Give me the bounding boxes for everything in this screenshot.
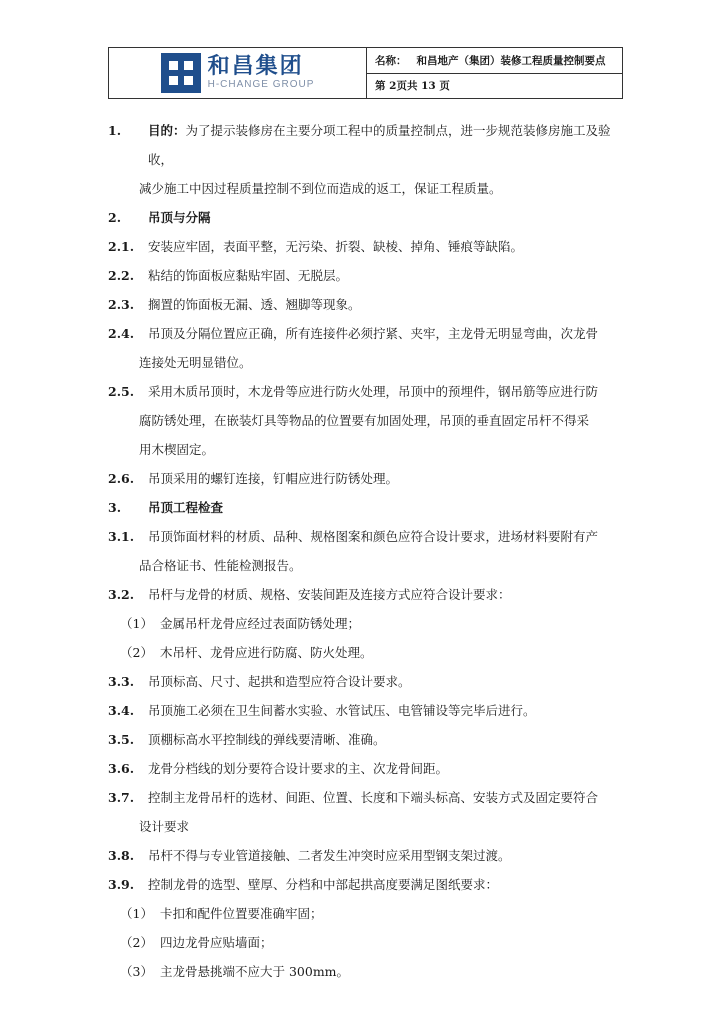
- document-header: [108, 47, 623, 99]
- item-text: 吊杆与龙骨的材质、规格、安装间距及连接方式应符合设计要求：: [148, 587, 511, 602]
- logo-chinese-name: 和昌集团: [207, 54, 304, 79]
- list-item: [108, 667, 628, 696]
- item-number: 3.: [108, 500, 122, 515]
- list-item: [108, 580, 628, 609]
- item-text: 控制龙骨的选型、壁厚、分档和中部起拱高度要满足图纸要求：: [148, 877, 499, 892]
- item-text: 吊顶及分隔位置应正确，所有连接件必须拧紧、夹牢，主龙骨无明显弯曲，次龙骨: [148, 326, 599, 341]
- item-number: 1.: [108, 123, 122, 138]
- sub-item-text: 卡扣和配件位置要准确牢固；: [160, 906, 323, 921]
- item-text: 采用木质吊顶时，木龙骨等应进行防火处理，吊顶中的预埋件，钢吊筋等应进行防: [148, 384, 599, 399]
- item-text: 顶棚标高水平控制线的弹线要清晰、准确。: [148, 732, 386, 747]
- list-item: [108, 377, 628, 406]
- page-info: 第 2页共 13 页: [375, 80, 450, 93]
- sub-list-item: [108, 609, 628, 638]
- document-name-value: 和昌地产（集团）装修工程质量控制要点: [416, 54, 606, 67]
- item-number: 2.1.: [108, 239, 135, 254]
- sub-list-item: [108, 957, 628, 986]
- document-name-row: [367, 48, 622, 73]
- item-text-continuation: 设计要求: [139, 819, 190, 834]
- item-number: 3.2.: [108, 587, 135, 602]
- sub-item-number: （1）: [120, 616, 153, 631]
- list-item: [108, 522, 628, 551]
- item-number: 2.5.: [108, 384, 135, 399]
- sub-item-number: （3）: [120, 964, 153, 979]
- item-text-continuation: 减少施工中因过程质量控制不到位而造成的返工，保证工程质量。: [139, 181, 502, 196]
- page-info-row: [367, 73, 622, 99]
- list-item: [108, 783, 628, 812]
- sub-item-text: 木吊杆、龙骨应进行防腐、防火处理。: [160, 645, 373, 660]
- item-text: 吊顶施工必须在卫生间蓄水实验、水管试压、电管铺设等完毕后进行。: [148, 703, 536, 718]
- item-text: 吊杆不得与专业管道接触、二者发生冲突时应采用型钢支架过渡。: [148, 848, 511, 863]
- item-text-continuation: 腐防锈处理，在嵌装灯具等物品的位置要有加固处理，吊顶的垂直固定吊杆不得采: [139, 413, 590, 428]
- section-heading: [108, 493, 628, 522]
- item-text: 为了提示装修房在主要分项工程中的质量控制点，进一步规范装修房施工及验收，: [148, 123, 611, 167]
- list-item: [108, 841, 628, 870]
- item-number: 2.4.: [108, 326, 135, 341]
- item-number: 2.: [108, 210, 122, 225]
- section-title: 吊顶与分隔: [148, 210, 211, 225]
- sub-list-item: [108, 928, 628, 957]
- list-item: [108, 725, 628, 754]
- logo-english-name: H-CHANGE GROUP: [207, 79, 315, 90]
- list-item: [108, 261, 628, 290]
- item-number: 2.6.: [108, 471, 135, 486]
- section-title: 吊顶工程检查: [148, 500, 224, 515]
- sub-list-item: [108, 899, 628, 928]
- sub-item-number: （2）: [120, 645, 153, 660]
- item-number: 3.8.: [108, 848, 135, 863]
- sub-item-text: 金属吊杆龙骨应经过表面防锈处理；: [160, 616, 361, 631]
- item-number: 3.7.: [108, 790, 135, 805]
- item-text: 安装应牢固，表面平整，无污染、折裂、缺棱、掉角、锤痕等缺陷。: [148, 239, 524, 254]
- item-text-continuation: 用木楔固定。: [139, 442, 215, 457]
- item-text: 龙骨分档线的划分要符合设计要求的主、次龙骨间距。: [148, 761, 449, 776]
- item-text: 吊顶饰面材料的材质、品种、规格图案和颜色应符合设计要求，进场材料要附有产: [148, 529, 599, 544]
- list-item: [108, 319, 628, 348]
- list-item: [108, 232, 628, 261]
- item-text-continuation: 品合格证书、性能检测报告。: [139, 558, 302, 573]
- item-number: 3.3.: [108, 674, 135, 689]
- item-number: 3.9.: [108, 877, 135, 892]
- item-text: 粘结的饰面板应黏贴牢固、无脱层。: [148, 268, 349, 283]
- item-number: 2.3.: [108, 297, 135, 312]
- item-text-continuation: 连接处无明显错位。: [139, 355, 252, 370]
- sub-list-item: [108, 638, 628, 667]
- header-info: [367, 48, 622, 98]
- document-name-label: 名称：: [375, 54, 407, 67]
- item-number: 3.4.: [108, 703, 135, 718]
- sub-item-number: （2）: [120, 935, 153, 950]
- item-number: 3.6.: [108, 761, 135, 776]
- sub-item-number: （1）: [120, 906, 153, 921]
- item-text: 吊顶采用的螺钉连接，钉帽应进行防锈处理。: [148, 471, 399, 486]
- section-heading: [108, 116, 628, 174]
- item-number: 3.5.: [108, 732, 135, 747]
- item-text: 控制主龙骨吊杆的选材、间距、位置、长度和下端头标高、安装方式及固定要符合: [148, 790, 599, 805]
- section-heading: [108, 203, 628, 232]
- logo-grid-icon: [161, 53, 201, 93]
- sub-item-text: 主龙骨悬挑端不应大于 300mm。: [160, 964, 350, 979]
- list-item: [108, 464, 628, 493]
- item-number: 3.1.: [108, 529, 135, 544]
- company-logo: [161, 53, 315, 93]
- list-item: [108, 870, 628, 899]
- list-item: [108, 696, 628, 725]
- sub-item-text: 四边龙骨应贴墙面；: [160, 935, 273, 950]
- logo-cell: [109, 48, 367, 98]
- item-number: 2.2.: [108, 268, 135, 283]
- item-text: 搁置的饰面板无漏、透、翘脚等现象。: [148, 297, 361, 312]
- item-text: 吊顶标高、尺寸、起拱和造型应符合设计要求。: [148, 674, 411, 689]
- document-body: [108, 116, 628, 986]
- list-item: [108, 754, 628, 783]
- section-title: 目的：: [148, 123, 186, 138]
- list-item: [108, 290, 628, 319]
